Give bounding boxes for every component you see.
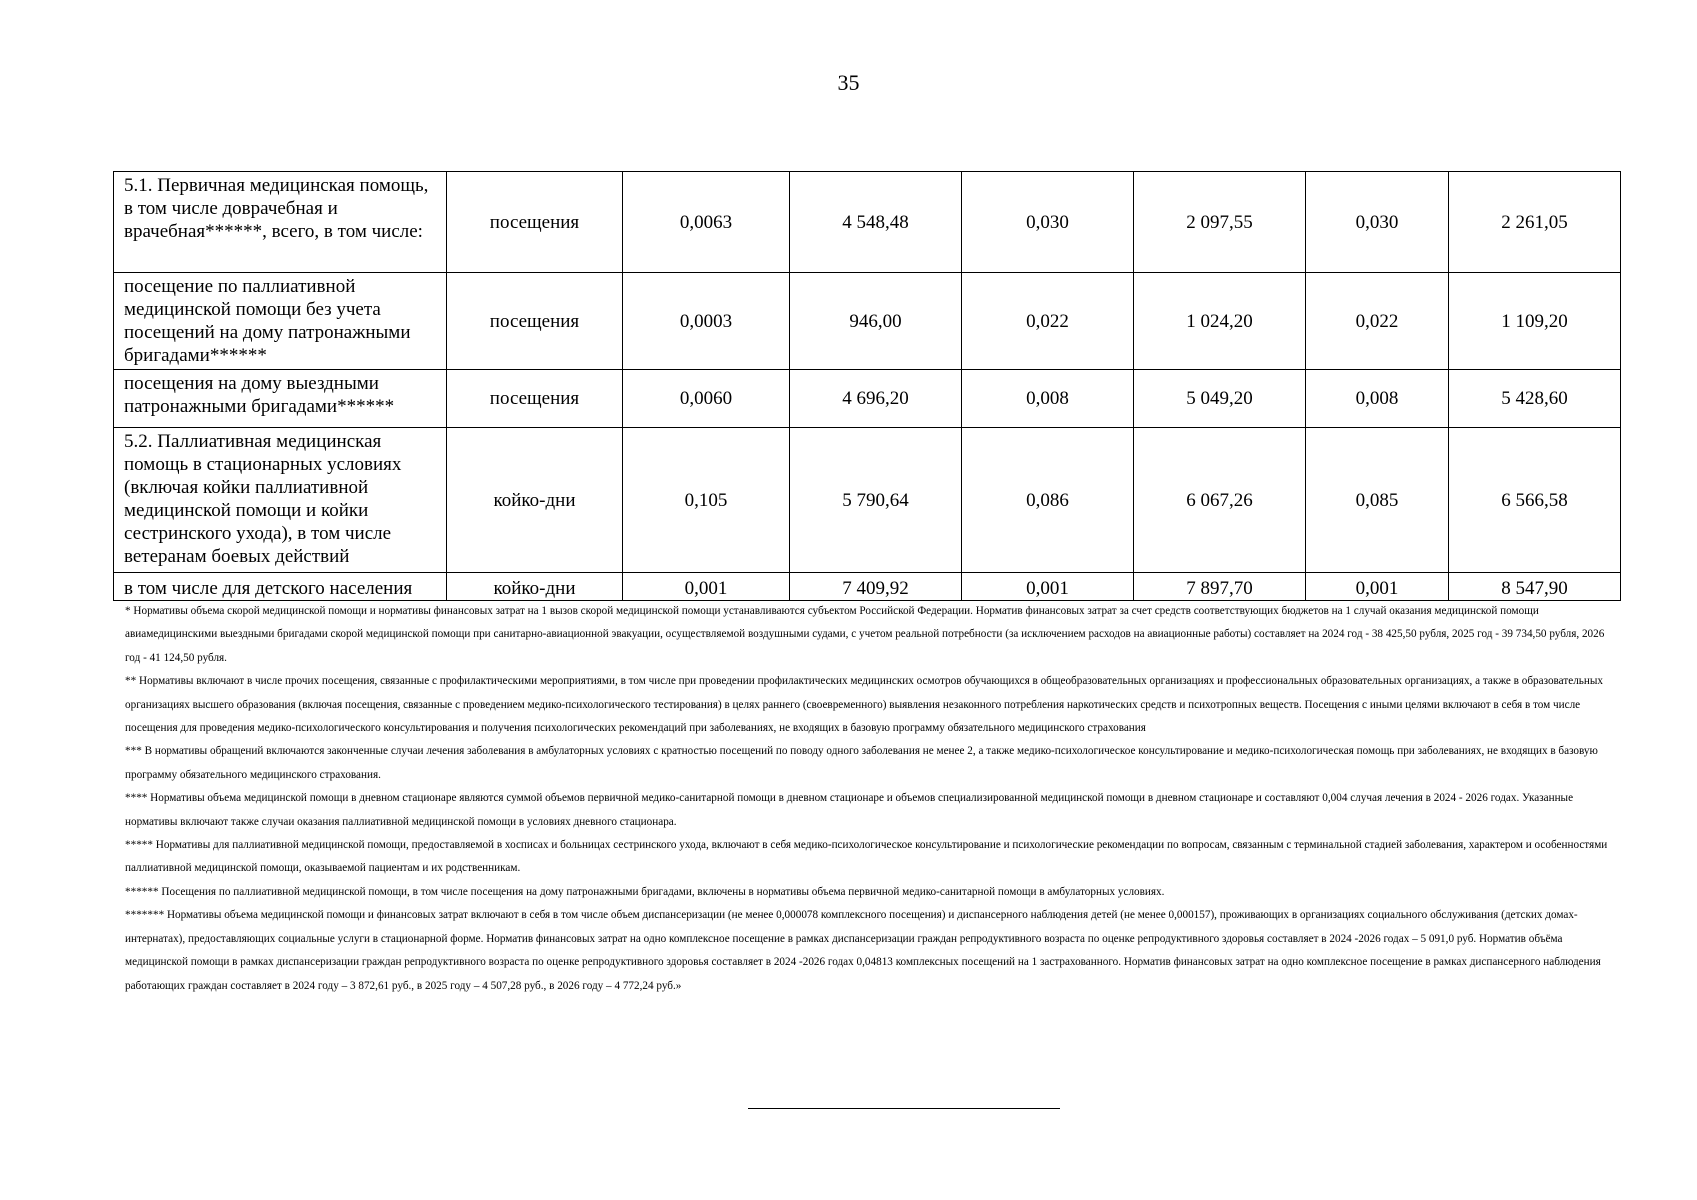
value-cell: 5 790,64 [790, 428, 962, 573]
table-row [114, 428, 1621, 573]
value-cell: 0,085 [1306, 428, 1449, 573]
value-cell: 1 109,20 [1449, 273, 1621, 370]
value-cell: 0,001 [962, 573, 1134, 601]
value-cell: 0,008 [1306, 370, 1449, 428]
value-cell: 5 049,20 [1134, 370, 1306, 428]
footnote: **** Нормативы объема медицинской помощи в дневном стационаре являются суммой объемов первичной медико-санитарной помощи в дневном стационаре и объемов специализированной медицинской помощи в дневном стационаре и составляют 0,004 случая лечения в 2024 - 2026 годах. Указанные нормативы включают также случаи оказания паллиативной медицинской помощи в условиях дневного стационара. [125, 792, 1574, 828]
row-label: посещение по паллиативной медицинской помощи без учета посещений на дому патронажными бригадами****** [114, 273, 447, 370]
unit-cell: посещения [447, 370, 623, 428]
value-cell: 7 409,92 [790, 573, 962, 601]
value-cell: 2 097,55 [1134, 172, 1306, 273]
norms-table [113, 171, 1621, 601]
value-cell: 0,001 [1306, 573, 1449, 601]
value-cell: 5 428,60 [1449, 370, 1621, 428]
value-cell: 1 024,20 [1134, 273, 1306, 370]
value-cell: 8 547,90 [1449, 573, 1621, 601]
value-cell: 0,0063 [623, 172, 790, 273]
table-row [114, 370, 1621, 428]
table-row [114, 273, 1621, 370]
value-cell: 0,0003 [623, 273, 790, 370]
footnote: *** В нормативы обращений включаются законченные случаи лечения заболевания в амбулаторных условиях с кратностью посещений по поводу одного заболевания не менее 2, а также медико-психологическое консультирование и медико-психологическая помощь при заболеваниях, не входящих в базовую программу обязательного медицинского страхования. [125, 745, 1598, 781]
value-cell: 6 067,26 [1134, 428, 1306, 573]
value-cell: 2 261,05 [1449, 172, 1621, 273]
unit-cell: посещения [447, 172, 623, 273]
value-cell: 0,030 [962, 172, 1134, 273]
footnote: * Нормативы объема скорой медицинской помощи и нормативы финансовых затрат на 1 вызов скорой медицинской помощи устанавливаются субъектом Российской Федерации. Норматив финансовых затрат за счет средств соответствующих бюджетов на 1 случай оказания медицинской помощи авиамедицинскими выездными бригадами скорой медицинской помощи при санитарно-авиационной эвакуации, осуществляемой воздушными судами, с учетом реальной потребности (за исключением расходов на авиационные работы) составляет на 2024 год - 38 425,50 рубля, 2025 год - 39 734,50 рубля, 2026 год - 41 124,50 рубля. [125, 605, 1605, 664]
footnote: ****** Посещения по паллиативной медицинской помощи, в том числе посещения на дому патронажными бригадами, включены в нормативы объема первичной медико-санитарной помощи в амбулаторных условиях. [125, 885, 1165, 898]
row-label: в том числе для детского населения [114, 573, 447, 601]
value-cell: 6 566,58 [1449, 428, 1621, 573]
table-row [114, 172, 1621, 273]
row-label: 5.2. Паллиативная медицинская помощь в стационарных условиях (включая койки паллиативной медицинской помощи и койки сестринского ухода), в том числе ветеранам боевых действий [114, 428, 447, 573]
value-cell: 946,00 [790, 273, 962, 370]
value-cell: 0,008 [962, 370, 1134, 428]
value-cell: 0,086 [962, 428, 1134, 573]
value-cell: 0,001 [623, 573, 790, 601]
unit-cell: посещения [447, 273, 623, 370]
unit-cell: койко-дни [447, 428, 623, 573]
footnotes [125, 600, 1610, 998]
page-number: 35 [837, 70, 860, 95]
value-cell: 7 897,70 [1134, 573, 1306, 601]
table-row [114, 573, 1621, 601]
footnote: ******* Нормативы объема медицинской помощи и финансовых затрат включают в себя в том числе объем диспансеризации (не менее 0,000078 комплексного посещения) и диспансерного наблюдения детей (не менее 0,000157), проживающих в организациях социального обслуживания (детских домах-интернатах), предоставляющих социальные услуги в стационарной форме. Норматив финансовых затрат на одно комплексное посещение в рамках диспансеризации граждан репродуктивного возраста по оценке репродуктивного здоровья составляет в 2024 -2026 годах – 5 091,0 руб. Норматив объёма медицинской помощи в рамках диспансеризации граждан репродуктивного возраста по оценке репродуктивного здоровья составляет в 2024 -2026 годах 0,04813 комплексных посещений на 1 застрахованного. Норматив финансовых затрат на одно комплексное посещение в рамках диспансерного наблюдения работающих граждан составляет в 2024 году – 3 872,61 руб., в 2025 году – 4 507,28 руб., в 2026 году – 4 772,24 руб.» [125, 909, 1601, 992]
row-label: 5.1. Первичная медицинская помощь, в том числе доврачебная и врачебная******, всего, в том числе: [114, 172, 447, 273]
value-cell: 0,105 [623, 428, 790, 573]
value-cell: 4 696,20 [790, 370, 962, 428]
value-cell: 0,022 [1306, 273, 1449, 370]
value-cell: 0,022 [962, 273, 1134, 370]
footnote: ** Нормативы включают в числе прочих посещения, связанные с профилактическими мероприятиями, в том числе при проведении профилактических медицинских осмотров обучающихся в общеобразовательных организациях и профессиональных образовательных организациях, а также в образовательных организациях высшего образования (включая посещения, связанные с проведением медико-психологического тестирования) в целях раннего (своевременного) выявления незаконного потребления наркотических средств и психотропных веществ. Посещения с иными целями включают в себя в том числе посещения для проведения медико-психологического консультирования и получения психологических рекомендаций при заболеваниях, не входящих в базовую программу обязательного медицинского страхования [125, 675, 1603, 735]
bottom-rule [748, 1108, 1060, 1109]
value-cell: 0,030 [1306, 172, 1449, 273]
value-cell: 4 548,48 [790, 172, 962, 273]
row-label: посещения на дому выездными патронажными бригадами****** [114, 370, 447, 428]
value-cell: 0,0060 [623, 370, 790, 428]
unit-cell: койко-дни [447, 573, 623, 601]
footnote: ***** Нормативы для паллиативной медицинской помощи, предоставляемой в хосписах и больницах сестринского ухода, включают в себя медико-психологическое консультирование и психологические рекомендации по вопросам, связанным с терминальной стадией заболевания, характером и особенностями паллиативной медицинской помощи, оказываемой пациентам и их родственникам. [125, 839, 1608, 875]
